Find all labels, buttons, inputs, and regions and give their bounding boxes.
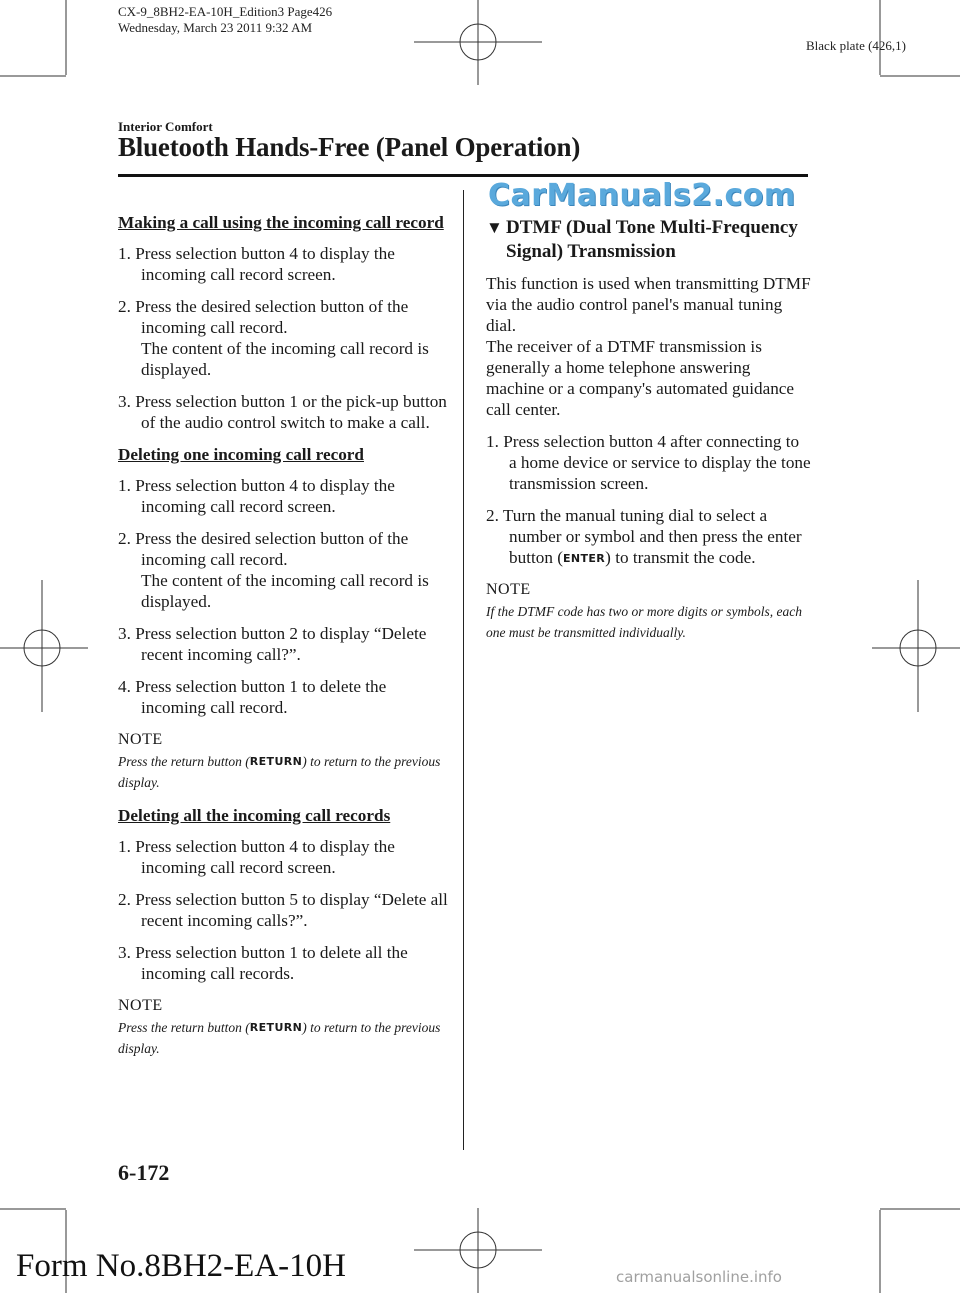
page-number: 6-172 xyxy=(118,1160,170,1185)
step: 2. Turn the manual tuning dial to select a number or symbol and then press the enter button (ENTER) to transmit the code. xyxy=(486,506,802,567)
left-column xyxy=(118,212,448,1071)
watermark-logo: CarManuals2.com xyxy=(488,178,796,213)
date-line: Wednesday, March 23 2011 9:32 AM xyxy=(118,20,313,35)
step: 2. Press selection button 5 to display “Delete all recent incoming calls?”. xyxy=(118,890,448,930)
print-slug xyxy=(118,4,332,36)
subheading-delete-one: Deleting one incoming call record xyxy=(118,445,364,464)
right-column xyxy=(486,194,811,655)
column-divider xyxy=(463,190,464,1150)
page-title: Bluetooth Hands-Free (Panel Operation) xyxy=(118,132,581,162)
form-number: Form No.8BH2-EA-10H xyxy=(16,1248,346,1284)
step: 3. Press selection button 1 to delete all the incoming call records. xyxy=(118,943,408,983)
triangle-down-icon: ▼ xyxy=(486,218,503,237)
title-rule xyxy=(118,174,808,177)
step: 1. Press selection button 4 to display the incoming call record screen. xyxy=(118,476,395,516)
section-label: Interior Comfort xyxy=(118,119,213,134)
return-button-glyph: RETURN xyxy=(249,755,303,768)
step: 1. Press selection button 4 to display the incoming call record screen. xyxy=(118,244,395,284)
step: 3. Press selection button 2 to display “Delete recent incoming call?”. xyxy=(118,624,427,664)
return-button-glyph: RETURN xyxy=(249,1021,303,1034)
step: 4. Press selection button 1 to delete the incoming call record. xyxy=(118,677,387,717)
step: 2. Press the desired selection button of the incoming call record. The content of the incoming call record is displayed. xyxy=(118,297,429,379)
file-line: CX-9_8BH2-EA-10H_Edition3 Page426 xyxy=(118,4,333,19)
step: 3. Press selection button 1 or the pick-up button of the audio control switch to make a call. xyxy=(118,392,447,432)
note-body: Press the return button (RETURN) to return to the previous display. xyxy=(118,754,441,790)
subheading-making-call: Making a call using the incoming call record xyxy=(118,213,444,232)
note-heading: NOTE xyxy=(118,997,163,1014)
plate-label: Black plate (426,1) xyxy=(806,38,906,53)
step: 1. Press selection button 4 after connecting to a home device or service to display the tone transmission screen. xyxy=(486,432,811,493)
intro-paragraph: This function is used when transmitting DTMF via the audio control panel's manual tuning dial. The receiver of a DTMF transmission is generally a home telephone answering machine or a company's automated guidance call center. xyxy=(486,274,811,419)
subheading-delete-all: Deleting all the incoming call records xyxy=(118,806,391,825)
note-body: Press the return button (RETURN) to return to the previous display. xyxy=(118,1020,441,1056)
step: 1. Press selection button 4 to display the incoming call record screen. xyxy=(118,837,395,877)
dtmf-heading: ▼ DTMF (Dual Tone Multi-Frequency Signal) Transmission xyxy=(486,217,798,262)
note-heading: NOTE xyxy=(486,581,531,598)
site-watermark: carmanualsonline.info xyxy=(616,1268,782,1286)
note-heading: NOTE xyxy=(118,731,163,748)
step: 2. Press the desired selection button of the incoming call record. The content of the incoming call record is displayed. xyxy=(118,529,429,611)
note-body: If the DTMF code has two or more digits or symbols, each one must be transmitted individually. xyxy=(486,604,802,640)
enter-button-glyph: ENTER xyxy=(562,552,606,565)
